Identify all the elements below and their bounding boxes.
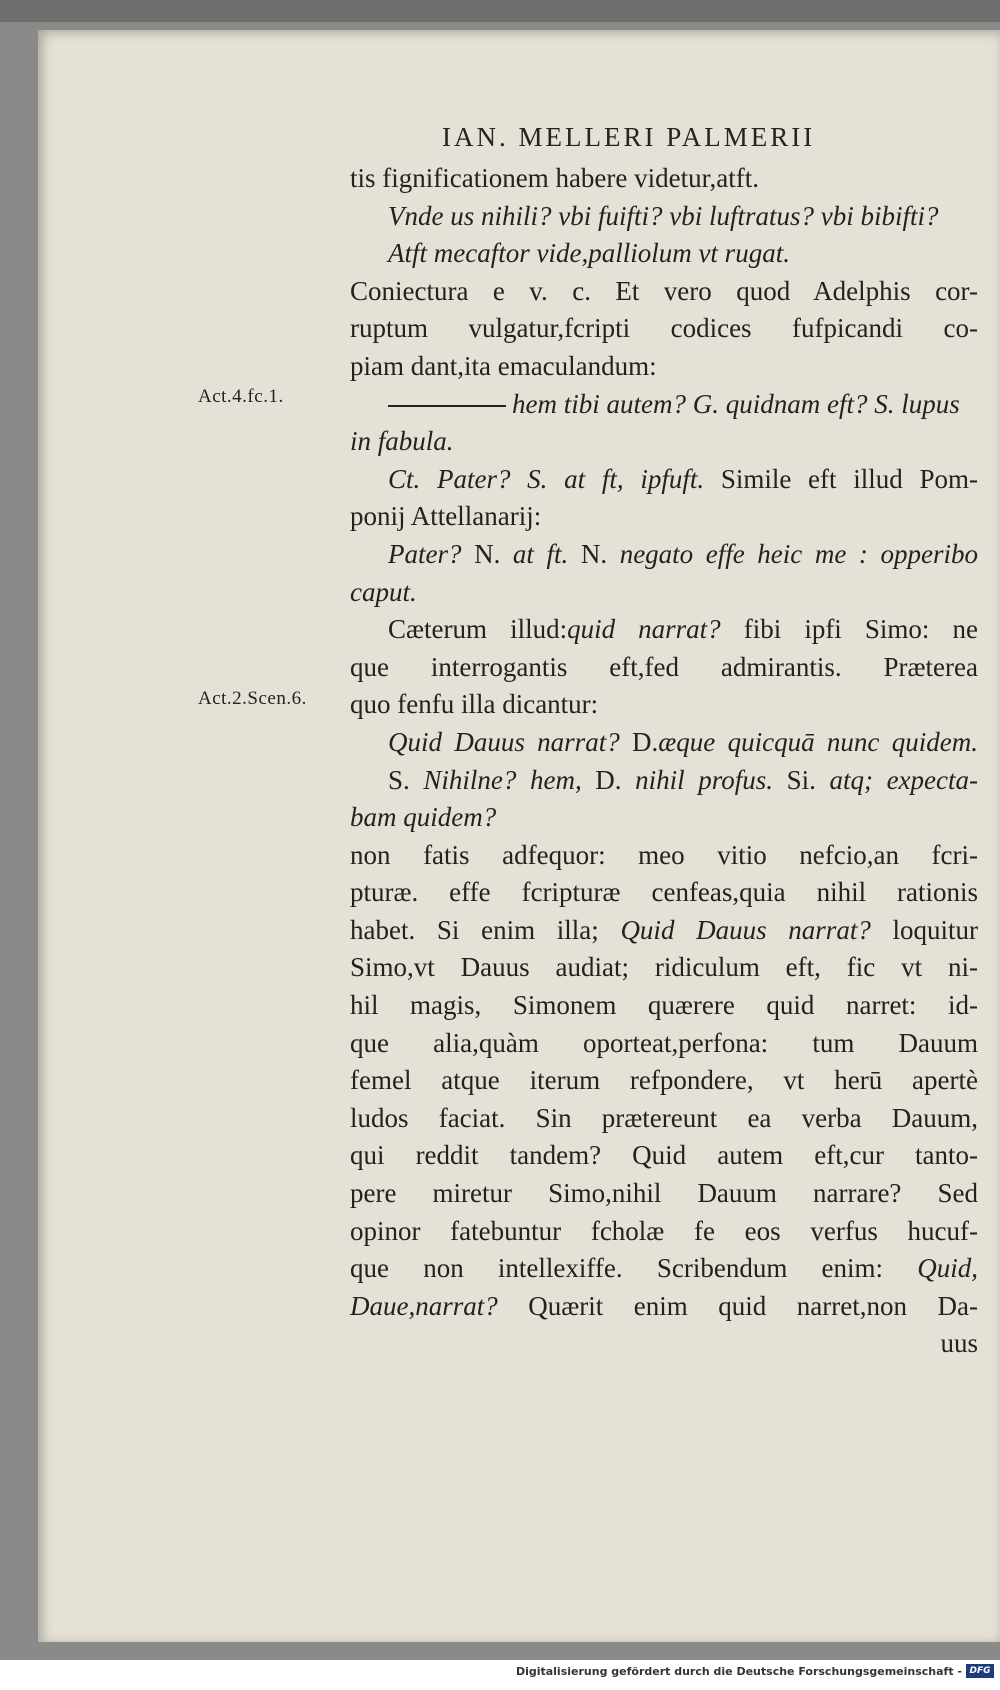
text-line	[350, 498, 978, 536]
text-line	[350, 461, 978, 499]
text-segment: æque quicquā nunc quidem.	[658, 726, 978, 757]
text-segment: Cæterum illud:	[388, 614, 568, 645]
text-segment: at ft.	[512, 538, 581, 569]
body-text	[350, 160, 978, 1363]
text-segment: ludos faciat. Sin prætereunt ea verba Dauum,	[350, 1102, 978, 1133]
text-segment: D.	[595, 764, 636, 795]
text-segment: quid narrat?	[567, 614, 721, 645]
text-line	[350, 837, 978, 875]
text-segment: Vnde us nihili? vbi fuifti? vbi luftratus? vbi bibifti?	[388, 200, 939, 231]
text-segment: N.	[474, 538, 513, 569]
dfg-logo-icon: DFG	[966, 1664, 994, 1678]
text-segment: in fabula.	[350, 426, 454, 457]
text-segment: non fatis adfequor: meo vitio nefcio,an fcri-	[350, 839, 978, 870]
text-segment: piam dant,ita emaculandum:	[350, 350, 657, 381]
text-segment: femel atque iterum refpondere, vt herū apertè	[350, 1065, 978, 1096]
text-segment: tis fignificationem habere videtur,atft.	[350, 163, 760, 193]
text-line	[350, 1213, 978, 1251]
text-line	[350, 1175, 978, 1213]
text-segment: Quid,	[917, 1253, 978, 1284]
text-line	[350, 649, 978, 687]
text-line	[350, 423, 978, 461]
text-line	[350, 1100, 978, 1138]
text-segment: bam quidem?	[350, 802, 497, 833]
text-segment: que interrogantis eft,fed admirantis. Præterea	[350, 651, 978, 682]
text-segment: Simile eft illud Pom-	[704, 463, 978, 494]
text-line	[350, 536, 978, 574]
scan-border	[0, 0, 1000, 22]
text-segment: Atft mecaftor vide,palliolum vt rugat.	[388, 238, 790, 269]
text-line	[350, 799, 978, 837]
text-segment: fibi ipfi Simo: ne	[720, 614, 978, 645]
text-line	[350, 724, 978, 762]
funding-credit: Digitalisierung gefördert durch die Deutsche Forschungsgemeinschaft -	[515, 1665, 962, 1678]
text-segment: Quid Dauus narrat?	[620, 914, 871, 945]
text-line	[350, 1062, 978, 1100]
text-line	[350, 987, 978, 1025]
text-segment: ponij Attellanarij:	[350, 501, 542, 532]
text-line	[350, 949, 978, 987]
text-segment: opinor fatebuntur fcholæ fe eos verfus hucuf-	[350, 1215, 978, 1246]
text-segment: D.	[632, 726, 659, 757]
text-segment: que alia,quàm oporteat,perfona: tum Dauum	[350, 1027, 978, 1058]
text-segment: Quærit enim quid narret,non Da-	[497, 1290, 978, 1321]
text-segment: Pater?	[388, 538, 475, 569]
text-segment: Ct. Pater? S. at ft, ipfuft.	[388, 463, 705, 494]
text-segment: negato effe heic me : opperibo	[619, 538, 978, 569]
text-segment: quo fenfu illa dicantur:	[350, 689, 599, 720]
text-segment: atq; expecta-	[829, 764, 978, 795]
text-line	[350, 874, 978, 912]
text-segment: loquitur	[870, 914, 979, 945]
text-segment: pturæ. effe fcripturæ cenfeas,quia nihil rationis	[350, 877, 978, 908]
text-line	[350, 762, 978, 800]
text-segment: Quid Dauus narrat?	[388, 726, 633, 757]
text-line	[350, 310, 978, 348]
text-line	[350, 160, 978, 198]
text-segment: S.	[388, 764, 424, 795]
text-segment: Coniectura e v. c. Et vero quod Adelphis cor-	[350, 275, 978, 306]
text-line	[350, 198, 978, 236]
text-segment: habet. Si enim illa;	[350, 914, 621, 945]
text-line	[350, 348, 978, 386]
text-line	[350, 1325, 978, 1363]
text-segment: hil magis, Simonem quærere quid narret: id-	[350, 990, 978, 1021]
text-line	[350, 912, 978, 950]
text-line	[350, 1288, 978, 1326]
text-segment: uus	[940, 1328, 978, 1359]
text-segment: Nihilne? hem,	[423, 764, 596, 795]
text-segment: hem tibi autem? G. quidnam eft? S. lupus	[512, 388, 960, 419]
text-segment: Si.	[786, 764, 830, 795]
text-line	[350, 235, 978, 273]
text-line	[350, 1137, 978, 1175]
text-segment: nihil profus.	[635, 764, 787, 795]
text-line	[350, 273, 978, 311]
text-segment: que non intellexiffe. Scribendum enim:	[350, 1253, 918, 1284]
dash-rule	[388, 405, 506, 407]
text-segment: pere miretur Simo,nihil Dauum narrare? Sed	[350, 1178, 978, 1209]
text-line	[350, 1025, 978, 1063]
running-header: IAN. MELLERI PALMERII	[442, 122, 816, 152]
text-line	[350, 1250, 978, 1288]
text-segment: Daue,narrat?	[350, 1290, 498, 1321]
text-segment: caput.	[350, 576, 417, 607]
text-segment: Simo,vt Dauus audiat; ridiculum eft, fic vt ni-	[350, 952, 978, 983]
text-line	[350, 574, 978, 612]
text-segment: ruptum vulgatur,fcripti codices fufpicandi co-	[350, 313, 978, 344]
margin-note: Act.4.fc.1.	[198, 386, 284, 407]
text-line	[350, 386, 978, 424]
text-segment: qui reddit tandem? Quid autem eft,cur tanto-	[350, 1140, 978, 1171]
text-line	[350, 611, 978, 649]
text-line	[350, 686, 978, 724]
margin-note: Act.2.Scen.6.	[198, 688, 307, 709]
text-segment: N.	[580, 538, 620, 569]
